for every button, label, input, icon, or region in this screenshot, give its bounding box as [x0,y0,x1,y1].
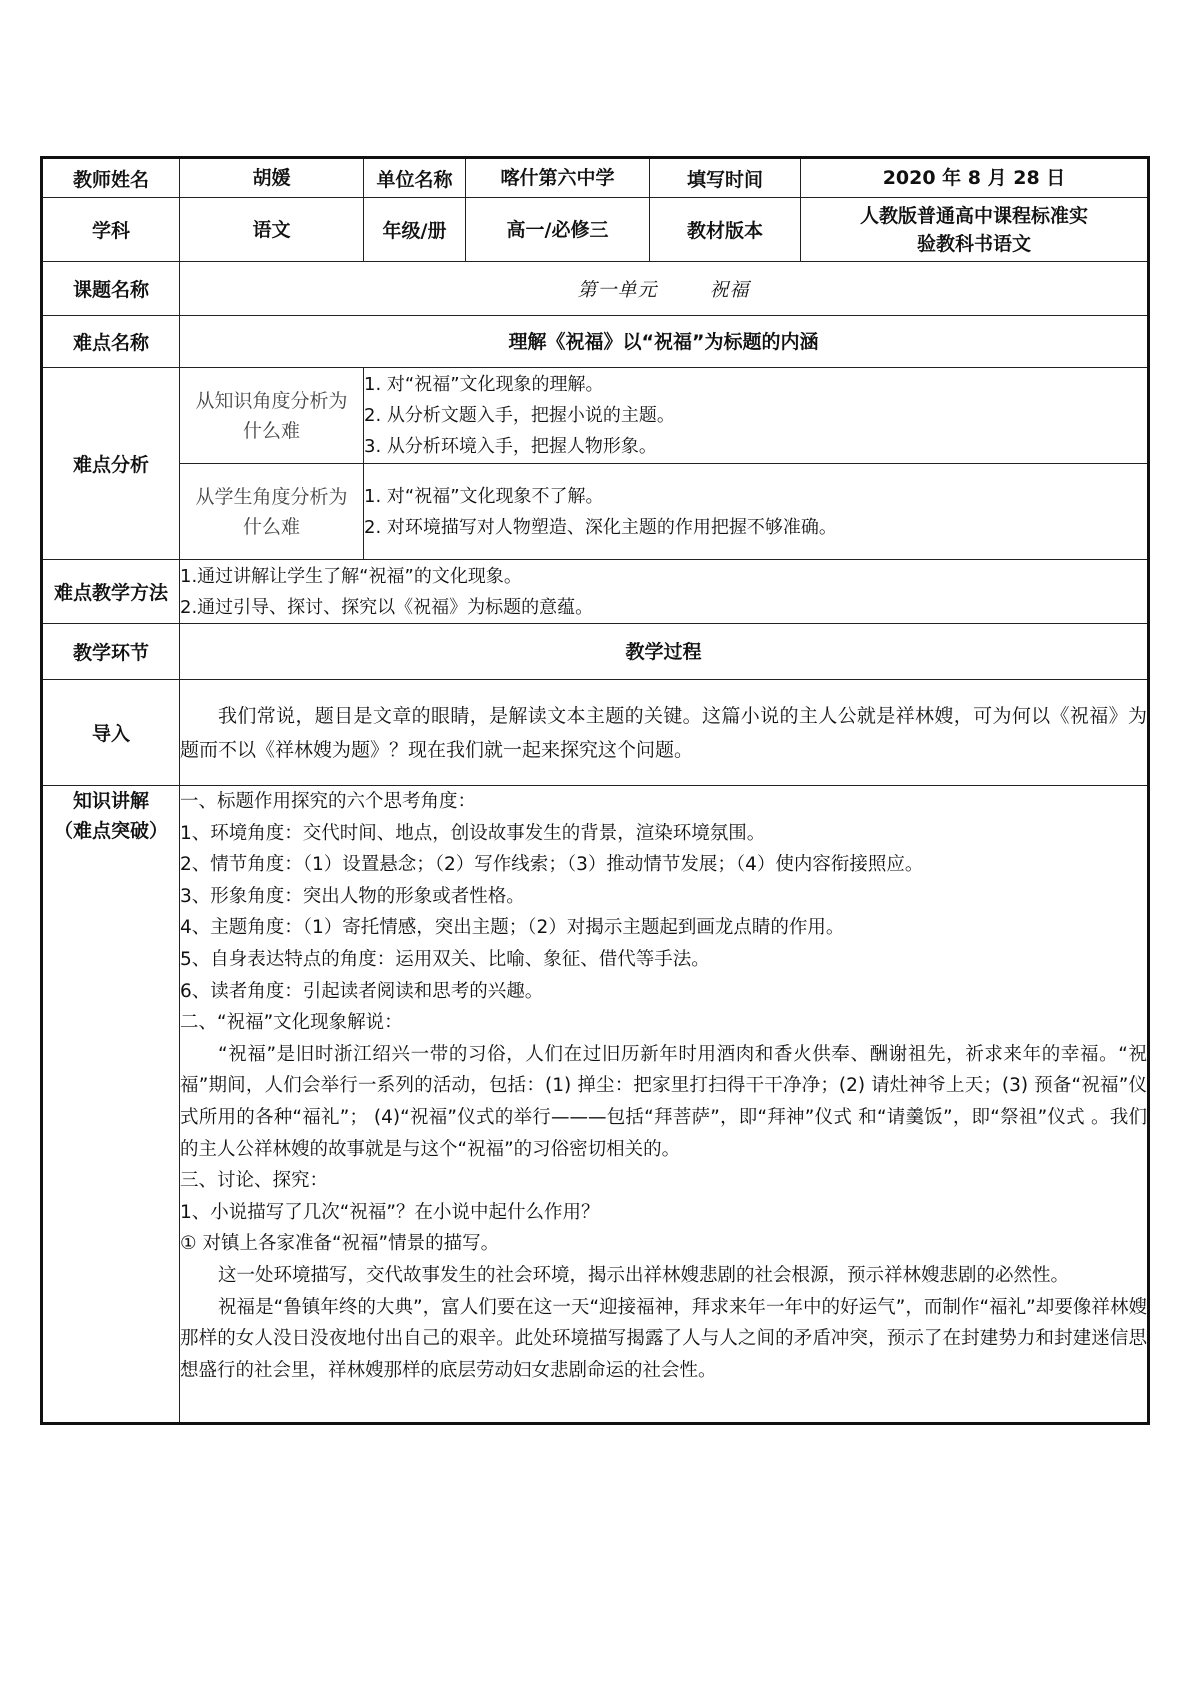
teacher-value: 胡媛 [180,158,364,198]
student-angle-label [180,464,364,560]
student-angle-line2: 什么难 [242,515,300,538]
table-row [42,624,1149,680]
lesson-plan-table [40,156,1150,1425]
lesson-plan-sheet [40,156,1147,1425]
intro-label: 导入 [42,680,180,786]
unit-label: 单位名称 [364,158,466,198]
paragraph: 三、讨论、探究： [180,1170,329,1192]
process-label: 教学环节 [42,624,180,680]
knowledge-angle-line2: 什么难 [242,419,300,442]
subject-value: 语文 [180,198,364,262]
knowledge-label-line1: 知识讲解 [72,790,149,812]
knowledge-angle-line1: 从知识角度分析为 [195,389,348,412]
paragraph: 二、“祝福”文化现象解说： [180,1012,403,1034]
knowledge-label [42,786,180,1424]
list-item: 2. 从分析文题入手，把握小说的主题。 [364,405,675,426]
paragraph: 2、情节角度：（1）设置悬念；（2）写作线索；（3）推动情节发展；（4）使内容衔接照应。 [180,854,924,876]
list-item: 2.通过引导、探讨、探究以《祝福》为标题的意蕴。 [180,596,594,618]
topic-value [180,262,1149,316]
subject-label: 学科 [42,198,180,262]
table-row [42,680,1149,786]
list-item: 1. 对“祝福”文化现象不了解。 [364,485,604,507]
paragraph: 4、主题角度：（1）寄托情感，突出主题；（2）对揭示主题起到画龙点睛的作用。 [180,917,845,939]
table-row [42,316,1149,368]
list-item: 3. 从分析环境入手，把握人物形象。 [364,436,657,457]
process-value: 教学过程 [180,624,1149,680]
difficulty-label: 难点名称 [42,316,180,368]
knowledge-angle-list [364,368,1149,464]
intro-text: 我们常说，题目是文章的眼睛，是解读文本主题的关键。这篇小说的主人公就是祥林嫂，可为何以《祝福》为题而不以《祥林嫂为题》？现在我们就一起来探究这个问题。 [180,680,1149,786]
paragraph: 1、小说描写了几次“祝福”？在小说中起什么作用？ [180,1201,600,1223]
table-row [42,368,1149,464]
paragraph: “祝福”是旧时浙江绍兴一带的习俗，人们在过旧历新年时用酒肉和香火供奉、酬谢祖先，祈求来年的幸福。“祝福”期间，人们会举行一系列的活动，包括：(1) 掸尘：把家里打扫得干干净净；(2) 请灶神爷上天；(3) 预备“祝福”仪式所用的各种“福礼”； (4)“祝福”仪式的举行———包括“拜菩萨”，即“拜神”仪式 和“请羹饭”，即“祭祖”仪式 。我们的主人公祥林嫂的故事就是与这个“祝福”的习俗密切相关的。 [180,1043,1147,1160]
student-angle-list [364,464,1149,560]
paragraph: 5、自身表达特点的角度：运用双关、比喻、象征、借代等手法。 [180,948,710,970]
table-row [42,198,1149,262]
table-row [42,786,1149,1424]
table-row [42,560,1149,624]
table-row [42,262,1149,316]
knowledge-content [180,786,1149,1424]
paragraph: 6、读者角度：引起读者阅读和思考的兴趣。 [180,980,544,1002]
knowledge-angle-label [180,368,364,464]
edition-value [801,198,1149,262]
edition-value-line1: 人教版普通高中课程标准实 [859,204,1088,227]
grade-label: 年级/册 [364,198,466,262]
paragraph: ① 对镇上各家准备“祝福”情景的描写。 [180,1233,500,1255]
student-angle-line1: 从学生角度分析为 [195,485,348,508]
topic-unit: 第一单元 [577,279,658,301]
list-item: 2. 对环境描写对人物塑造、深化主题的作用把握不够准确。 [364,516,837,538]
date-label: 填写时间 [650,158,801,198]
list-item: 1. 对“祝福”文化现象的理解。 [364,374,604,395]
date-value: 2020 年 8 月 28 日 [801,158,1149,198]
topic-title: 祝福 [709,279,750,301]
method-list [180,560,1149,624]
analysis-label: 难点分析 [42,368,180,560]
grade-value: 高一/必修三 [466,198,650,262]
paragraph: 1、环境角度：交代时间、地点，创设故事发生的背景，渲染环境氛围。 [180,822,766,844]
table-row [42,464,1149,560]
knowledge-label-line2: （难点突破） [53,820,168,842]
teacher-label: 教师姓名 [42,158,180,198]
unit-value: 喀什第六中学 [466,158,650,198]
topic-label: 课题名称 [42,262,180,316]
paragraph: 3、形象角度：突出人物的形象或者性格。 [180,885,525,907]
difficulty-value: 理解《祝福》以“祝福”为标题的内涵 [180,316,1149,368]
method-label: 难点教学方法 [42,560,180,624]
paragraph: 这一处环境描写，交代故事发生的社会环境，揭示出祥林嫂悲剧的社会根源，预示祥林嫂悲剧的必然性。 [218,1264,1070,1286]
paragraph: 一、标题作用探究的六个思考角度： [180,791,477,812]
table-row [42,158,1149,198]
edition-label: 教材版本 [650,198,801,262]
list-item: 1.通过讲解让学生了解“祝福”的文化现象。 [180,565,522,587]
edition-value-line2: 验教科书语文 [916,232,1031,255]
paragraph: 祝福是“鲁镇年终的大典”，富人们要在这一天“迎接福神，拜求来年一年中的好运气”，而制作“福礼”却要像祥林嫂那样的女人没日没夜地付出自己的艰辛。此处环境描写揭露了人与人之间的矛盾冲突，预示了在封建势力和封建迷信思想盛行的社会里，祥林嫂那样的底层劳动妇女悲剧命运的社会性。 [180,1296,1147,1381]
